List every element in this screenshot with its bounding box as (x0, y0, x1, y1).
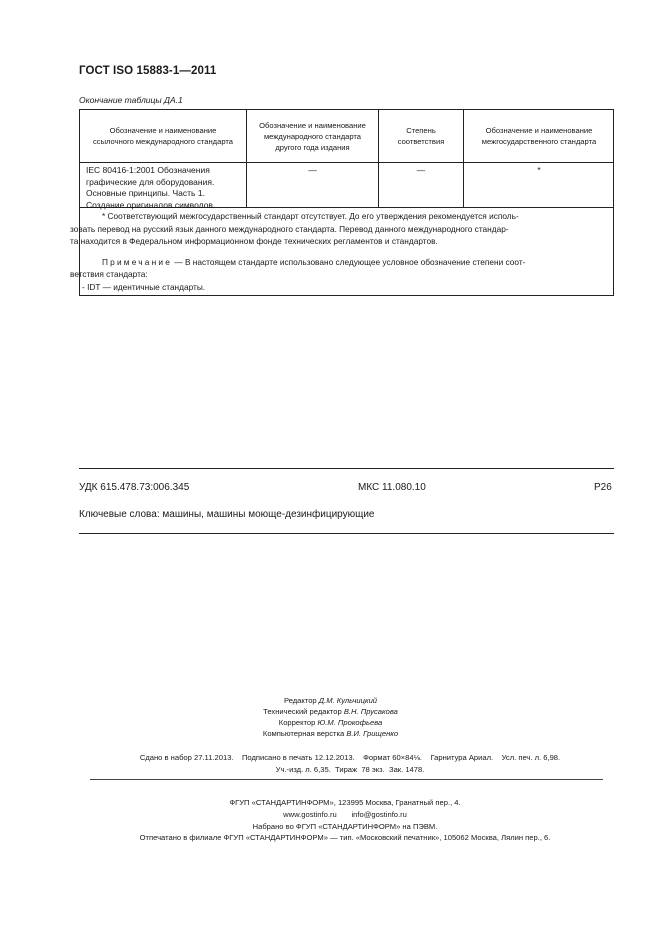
footnote-text (70, 210, 608, 248)
credit-person: Ю.М. Прокофьева (317, 718, 383, 727)
table-footnote (70, 210, 608, 293)
imprint-rule (90, 779, 603, 780)
note-line: ветствия стандарта: (70, 269, 148, 279)
footnote-line: * Соответствующий межгосударственный стандарт отсутствует. До его утверждения рекомендуется исполь- (102, 211, 519, 221)
reference-standard-cell (86, 163, 243, 210)
footnote-line: та находится в Федеральном информационном фонде технических регламентов и стандартов. (70, 236, 438, 246)
publisher-line: ФГУП «СТАНДАРТИНФОРМ», 123995 Москва, Гранатный пер., 4. (229, 798, 461, 807)
imprint-line: Сдано в набор 27.11.2013. Подписано в печать 12.12.2013. Формат 60×84⅛. Гарнитура Ариал. Усл. печ. л. 6,98. (139, 753, 561, 762)
keywords: Ключевые слова: машины, машины моюще-дезинфицирующие (79, 509, 375, 520)
publisher-line: Отпечатано в филиале ФГУП «СТАНДАРТИНФОРМ» — тип. «Московский печатник», 105062 Москва, Лялин пер., 6. (139, 833, 551, 843)
note-label: Примечание (102, 256, 173, 267)
okstu-code: Р26 (594, 482, 612, 493)
imprint-line: Уч.-изд. л. 6,35. Тираж 78 экз. Зак. 1478. (275, 765, 425, 774)
credit-label: Компьютерная верстка (262, 729, 345, 738)
other-year-cell: — (308, 165, 317, 175)
publisher-web: www.gostinfo.ru info@gostinfo.ru (283, 809, 407, 819)
header-other-year-standard: Обозначение и наименование международного стандарта другого года издания (259, 120, 366, 152)
note-line: - IDT — идентичные стандарты. (82, 281, 206, 292)
header-reference-standard: Обозначение и наименование ссылочного международного стандарта (92, 126, 233, 146)
note-text (70, 256, 608, 294)
credit-layout (0, 728, 661, 740)
header-interstate-standard: Обозначение и наименование межгосударственного стандарта (481, 126, 597, 146)
imprint (90, 752, 610, 776)
table-caption: Окончание таблицы ДА.1 (79, 95, 183, 105)
note-line: — В настоящем стандарте использовано следующее условное обозначение степени соот- (172, 256, 526, 267)
classification-rule-top (79, 468, 614, 469)
interstate-cell: * (537, 165, 541, 175)
classification-rule-bottom (79, 533, 614, 534)
footnote-line: зовать перевод на русский язык данного международного стандарта. Перевод данного международного стандар- (70, 223, 509, 234)
credit-label: Технический редактор (263, 707, 342, 716)
standards-table (70, 109, 614, 296)
reference-line: Основные принципы. Часть 1. (86, 188, 205, 198)
reference-line: IEC 80416-1:2001 Обозначения (86, 165, 210, 175)
credit-person: В.Н. Прусакова (343, 707, 398, 716)
credit-label: Корректор (278, 718, 316, 727)
degree-cell: — (416, 165, 426, 175)
credit-person: В.И. Грищенко (346, 729, 399, 738)
document-header: ГОСТ ISO 15883-1—2011 (79, 65, 217, 77)
header-degree: Степень соответствия (397, 126, 445, 146)
credit-label: Редактор (283, 696, 317, 705)
publisher-line: Набрано во ФГУП «СТАНДАРТИНФОРМ» на ПЭВМ. (252, 821, 438, 831)
mks-code: МКС 11.080.10 (358, 482, 426, 493)
credit-person: Д.М. Кульчицкий (318, 696, 378, 705)
reference-line: Создание оригиналов символов (86, 199, 213, 210)
publisher-info (0, 797, 661, 844)
reference-line: графические для оборудования. (86, 176, 215, 187)
udk-code: УДК 615.478.73:006.345 (79, 482, 190, 493)
